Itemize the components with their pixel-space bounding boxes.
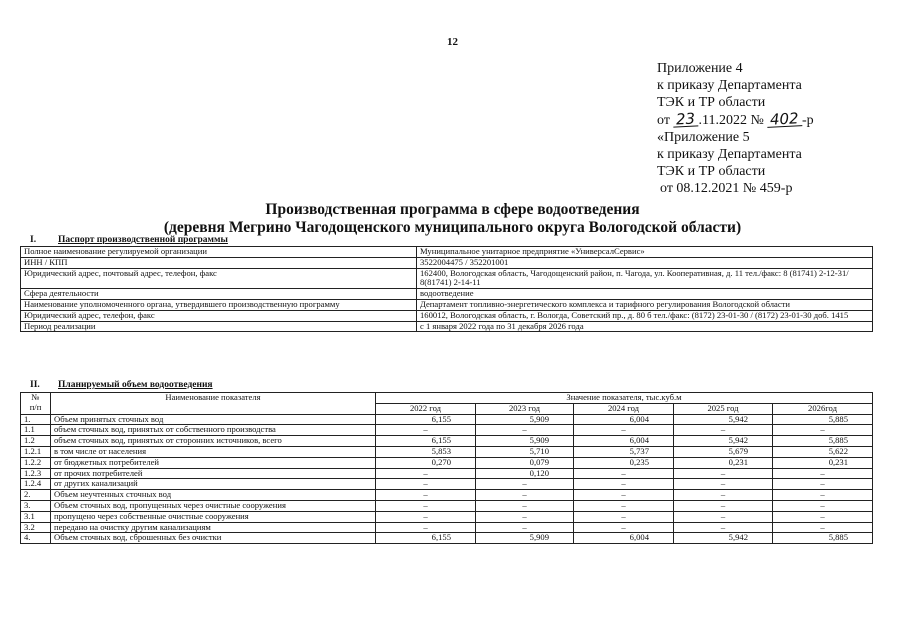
document-title	[0, 201, 905, 237]
table-row	[21, 479, 873, 490]
handwritten-order-number: 402	[767, 112, 802, 128]
value-cell: 5,885	[773, 436, 873, 447]
value-cell: 5,942	[674, 414, 773, 425]
row-name: передано на очистку другим канализациям	[51, 522, 376, 533]
section-2-heading	[30, 380, 213, 390]
value-cell: –	[773, 511, 873, 522]
passport-value: 3522004475 / 352201001	[417, 257, 873, 268]
row-number: 1.1	[21, 425, 51, 436]
value-cell: 6,155	[376, 533, 476, 544]
table-row	[21, 457, 873, 468]
passport-label: Период реализации	[21, 321, 417, 332]
volume-table	[20, 392, 873, 544]
value-cell: 5,942	[674, 436, 773, 447]
appendix-line: к приказу Департамента	[657, 78, 802, 94]
table-row	[21, 490, 873, 501]
value-cell: –	[574, 468, 674, 479]
row-name: Объем принятых сточных вод	[51, 414, 376, 425]
value-cell: –	[773, 425, 873, 436]
appendix-line: «Приложение 5	[657, 129, 750, 145]
value-cell: 5,622	[773, 446, 873, 457]
row-name: от прочих потребителей	[51, 468, 376, 479]
passport-label: Юридический адрес, почтовый адрес, телефон, факс	[21, 268, 417, 289]
order-suffix: -р	[802, 112, 814, 128]
value-cell: 5,885	[773, 414, 873, 425]
value-cell: 0,231	[773, 457, 873, 468]
row-name: пропущено через собственные очистные сооружения	[51, 511, 376, 522]
value-cell: 5,885	[773, 533, 873, 544]
section-number: II.	[30, 380, 40, 390]
value-cell: –	[674, 522, 773, 533]
passport-row	[21, 247, 873, 258]
value-cell: 5,737	[574, 446, 674, 457]
value-cell: 6,004	[574, 533, 674, 544]
row-number: 3.2	[21, 522, 51, 533]
value-cell: –	[574, 490, 674, 501]
order-prefix: от	[657, 112, 670, 128]
value-cell: –	[773, 490, 873, 501]
row-name: Объем неучтенных сточных вод	[51, 490, 376, 501]
value-cell: –	[376, 425, 476, 436]
table-row	[21, 468, 873, 479]
value-cell: –	[773, 500, 873, 511]
table-row	[21, 500, 873, 511]
value-cell: 5,853	[376, 446, 476, 457]
value-cell: –	[476, 490, 574, 501]
value-cell: –	[376, 490, 476, 501]
value-cell: 0,231	[674, 457, 773, 468]
passport-value: водоотведение	[417, 289, 873, 300]
col-header-number-line: №	[31, 392, 40, 402]
row-name: объем сточных вод, принятых от сторонних источников, всего	[51, 436, 376, 447]
row-name: от бюджетных потребителей	[51, 457, 376, 468]
appendix-line: от 08.12.2021 № 459-р	[660, 181, 793, 197]
value-cell: –	[574, 522, 674, 533]
value-cell: –	[674, 468, 773, 479]
value-cell: –	[674, 479, 773, 490]
value-cell: 6,155	[376, 414, 476, 425]
row-name: в том числе от населения	[51, 446, 376, 457]
row-name: объем сточных вод, принятых от собственного производства	[51, 425, 376, 436]
value-cell: 0,270	[376, 457, 476, 468]
passport-row	[21, 257, 873, 268]
value-cell: –	[574, 511, 674, 522]
passport-value: Департамент топливно-энергетического комплекса и тарифного регулирования Вологодской области	[417, 299, 873, 310]
table-row	[21, 436, 873, 447]
table-row	[21, 511, 873, 522]
value-cell: 6,004	[574, 436, 674, 447]
row-number: 1.2.1	[21, 446, 51, 457]
year-header: 2024 год	[574, 403, 674, 414]
value-cell: –	[674, 511, 773, 522]
value-cell: –	[773, 522, 873, 533]
handwritten-day: 23	[673, 112, 699, 127]
passport-label: Юридический адрес, телефон, факс	[21, 310, 417, 321]
value-cell: –	[476, 425, 574, 436]
appendix-order-line	[657, 108, 814, 129]
value-cell: –	[376, 500, 476, 511]
value-cell: 0,079	[476, 457, 574, 468]
value-cell: –	[574, 500, 674, 511]
passport-row	[21, 289, 873, 300]
value-cell: –	[476, 511, 574, 522]
table-row	[21, 446, 873, 457]
section-1-heading	[30, 235, 228, 245]
appendix-line: к приказу Департамента	[657, 147, 802, 163]
table-row	[21, 533, 873, 544]
value-cell: –	[476, 479, 574, 490]
passport-label: Наименование уполномоченного органа, утвердившего производственную программу	[21, 299, 417, 310]
year-header: 2026год	[773, 403, 873, 414]
passport-row	[21, 321, 873, 332]
value-cell: –	[773, 468, 873, 479]
passport-table	[20, 246, 873, 332]
row-number: 2.	[21, 490, 51, 501]
table-row	[21, 522, 873, 533]
row-number: 3.1	[21, 511, 51, 522]
col-header-name: Наименование показателя	[51, 393, 376, 415]
page-number: 12	[447, 36, 458, 48]
year-header: 2025 год	[674, 403, 773, 414]
row-number: 4.	[21, 533, 51, 544]
row-number: 1.2.4	[21, 479, 51, 490]
value-cell: –	[376, 479, 476, 490]
order-date-text: .11.2022 №	[698, 112, 764, 128]
col-header-number	[21, 393, 51, 415]
passport-value: Муниципальное унитарное предприятие «УниверсалСервис»	[417, 247, 873, 258]
appendix-line: ТЭК и ТР области	[657, 164, 766, 180]
section-title: Планируемый объем водоотведения	[58, 380, 213, 390]
value-cell: –	[376, 511, 476, 522]
col-header-number-line: п/п	[29, 401, 42, 412]
value-cell: –	[773, 479, 873, 490]
passport-row	[21, 299, 873, 310]
section-number: I.	[30, 235, 37, 245]
value-cell: 5,909	[476, 533, 574, 544]
section-title: Паспорт производственной программы	[58, 235, 228, 245]
row-number: 3.	[21, 500, 51, 511]
appendix-line: ТЭК и ТР области	[657, 95, 766, 111]
year-header: 2023 год	[476, 403, 574, 414]
value-cell: 0,235	[574, 457, 674, 468]
passport-row	[21, 310, 873, 321]
passport-row	[21, 268, 873, 289]
passport-label: ИНН / КПП	[21, 257, 417, 268]
passport-label: Сфера деятельности	[21, 289, 417, 300]
passport-value: 162400, Вологодская область, Чагодощенский район, п. Чагода, ул. Кооперативная, д. 11 тел./факс: 8 (81741) 2-12-31/ 8(81741) 2-14-11	[417, 268, 873, 289]
value-cell: –	[476, 500, 574, 511]
value-cell: 5,710	[476, 446, 574, 457]
appendix-line: Приложение 4	[657, 61, 743, 76]
value-cell: 0,120	[476, 468, 574, 479]
value-cell: 5,909	[476, 414, 574, 425]
value-cell: –	[574, 425, 674, 436]
year-header: 2022 год	[376, 403, 476, 414]
value-cell: –	[376, 468, 476, 479]
title-line-2: (деревня Мегрино Чагодощенского муниципального округа Вологодской области)	[163, 219, 742, 236]
value-cell: 6,155	[376, 436, 476, 447]
value-cell: –	[574, 479, 674, 490]
value-cell: –	[674, 425, 773, 436]
row-name: Объем сточных вод, сброшенных без очистки	[51, 533, 376, 544]
row-name: Объем сточных вод, пропущенных через очистные сооружения	[51, 500, 376, 511]
value-cell: 5,942	[674, 533, 773, 544]
row-number: 1.	[21, 414, 51, 425]
header-row	[21, 393, 873, 404]
value-cell: –	[376, 522, 476, 533]
value-cell: 5,909	[476, 436, 574, 447]
row-number: 1.2.3	[21, 468, 51, 479]
appendix-block	[657, 60, 814, 198]
row-number: 1.2	[21, 436, 51, 447]
table-row	[21, 425, 873, 436]
value-cell: 6,004	[574, 414, 674, 425]
title-line-1: Производственная программа в сфере водоотведения	[265, 201, 640, 218]
value-cell: –	[674, 490, 773, 501]
row-name: от других канализаций	[51, 479, 376, 490]
table-row	[21, 414, 873, 425]
value-cell: –	[476, 522, 574, 533]
passport-value: с 1 января 2022 года по 31 декабря 2026 года	[417, 321, 873, 332]
passport-label: Полное наименование регулируемой организации	[21, 247, 417, 258]
passport-value: 160012, Вологодская область, г. Вологда, Советский пр., д. 80 б тел./факс: (8172) 23-01-30 / (8172) 23-01-30 доб. 1415	[417, 310, 873, 321]
col-header-value-group: Значение показателя, тыс.куб.м	[376, 393, 873, 404]
row-number: 1.2.2	[21, 457, 51, 468]
value-cell: –	[674, 500, 773, 511]
value-cell: 5,679	[674, 446, 773, 457]
